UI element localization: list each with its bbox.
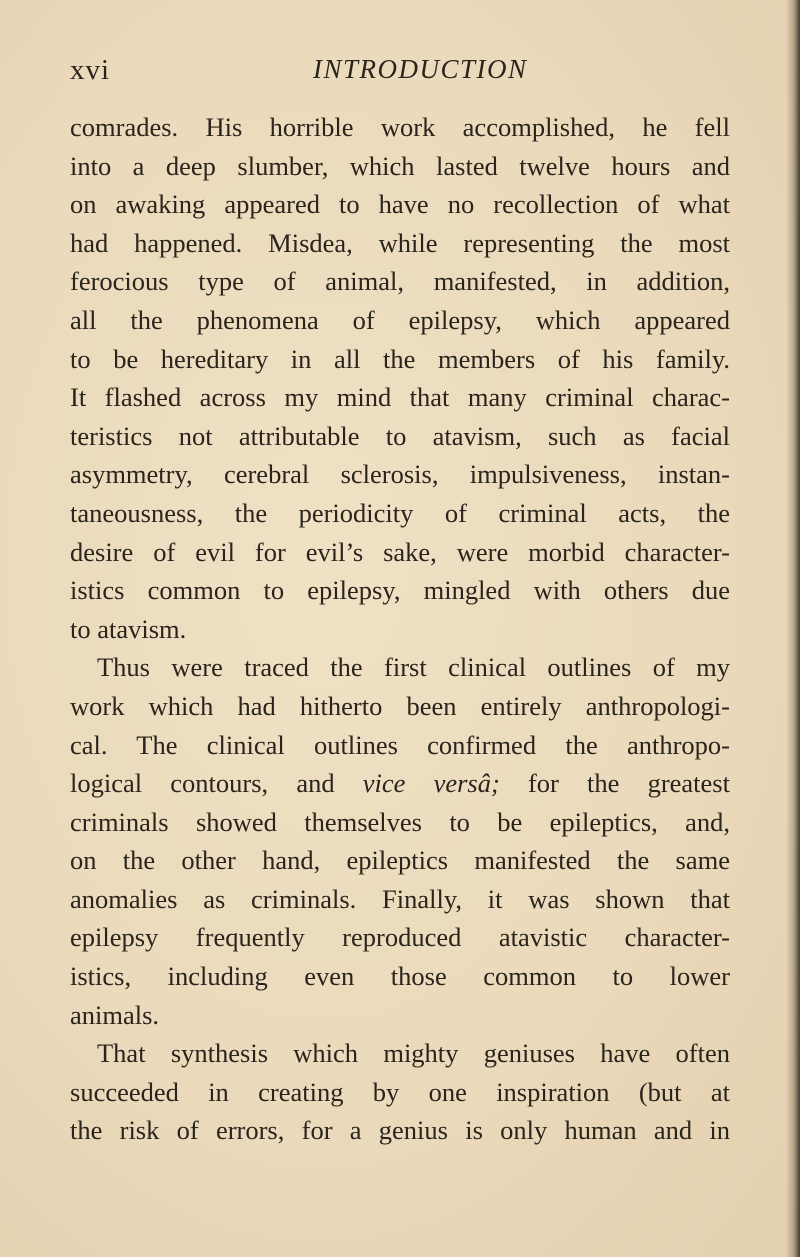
text-line: It flashed across my mind that many criminal charac- bbox=[70, 382, 730, 413]
text-line: epilepsy frequently reproduced atavistic character- bbox=[70, 922, 730, 953]
text-line: on awaking appeared to have no recollection of what bbox=[70, 189, 730, 220]
paragraph bbox=[70, 648, 730, 1034]
paragraph bbox=[70, 1034, 730, 1150]
text-line: That synthesis which mighty geniuses have often bbox=[97, 1038, 730, 1069]
text-line bbox=[70, 764, 730, 803]
text-line: teristics not attributable to atavism, such as facial bbox=[70, 420, 730, 451]
text-segment: logical contours, and bbox=[70, 768, 363, 799]
text-line: anomalies as criminals. Finally, it was shown that bbox=[70, 883, 730, 914]
text-line: work which had hitherto been entirely anthropologi- bbox=[70, 690, 730, 721]
page-number: xvi bbox=[70, 54, 111, 86]
text-line: to be hereditary in all the members of his family. bbox=[70, 343, 730, 374]
text-line: istics, including even those common to lower bbox=[70, 961, 730, 992]
text-line: all the phenomena of epilepsy, which appeared bbox=[70, 304, 730, 335]
text-line: taneousness, the periodicity of criminal acts, the bbox=[70, 497, 730, 528]
body-text bbox=[70, 108, 730, 1150]
text-line: into a deep slumber, which lasted twelve hours and bbox=[70, 150, 730, 181]
text-line: had happened. Misdea, while representing the most bbox=[70, 227, 730, 258]
page-header bbox=[0, 54, 790, 94]
text-line: asymmetry, cerebral sclerosis, impulsiveness, instan- bbox=[70, 459, 730, 490]
text-line: Thus were traced the first clinical outlines of my bbox=[97, 652, 730, 683]
text-line: succeeded in creating by one inspiration (but at bbox=[70, 1076, 730, 1107]
text-line: criminals showed themselves to be epileptics, and, bbox=[70, 806, 730, 837]
page-edge-shadow bbox=[786, 0, 800, 1257]
text-line: the risk of errors, for a genius is only human and in bbox=[70, 1115, 730, 1146]
text-line: cal. The clinical outlines confirmed the anthropo- bbox=[70, 729, 730, 760]
text-segment: for the greatest bbox=[499, 768, 730, 799]
text-line: on the other hand, epileptics manifested the same bbox=[70, 845, 730, 876]
paragraph bbox=[70, 108, 730, 648]
text-line: desire of evil for evil’s sake, were morbid character- bbox=[70, 536, 730, 567]
italic-phrase: vice versâ; bbox=[362, 768, 500, 799]
text-line: ferocious type of animal, manifested, in addition, bbox=[70, 266, 730, 297]
text-line: animals. bbox=[70, 999, 160, 1030]
text-line: istics common to epilepsy, mingled with others due bbox=[70, 575, 730, 606]
running-head: INTRODUCTION bbox=[313, 54, 528, 84]
text-line: comrades. His horrible work accomplished, he fell bbox=[70, 112, 730, 142]
text-line: to atavism. bbox=[70, 613, 187, 644]
